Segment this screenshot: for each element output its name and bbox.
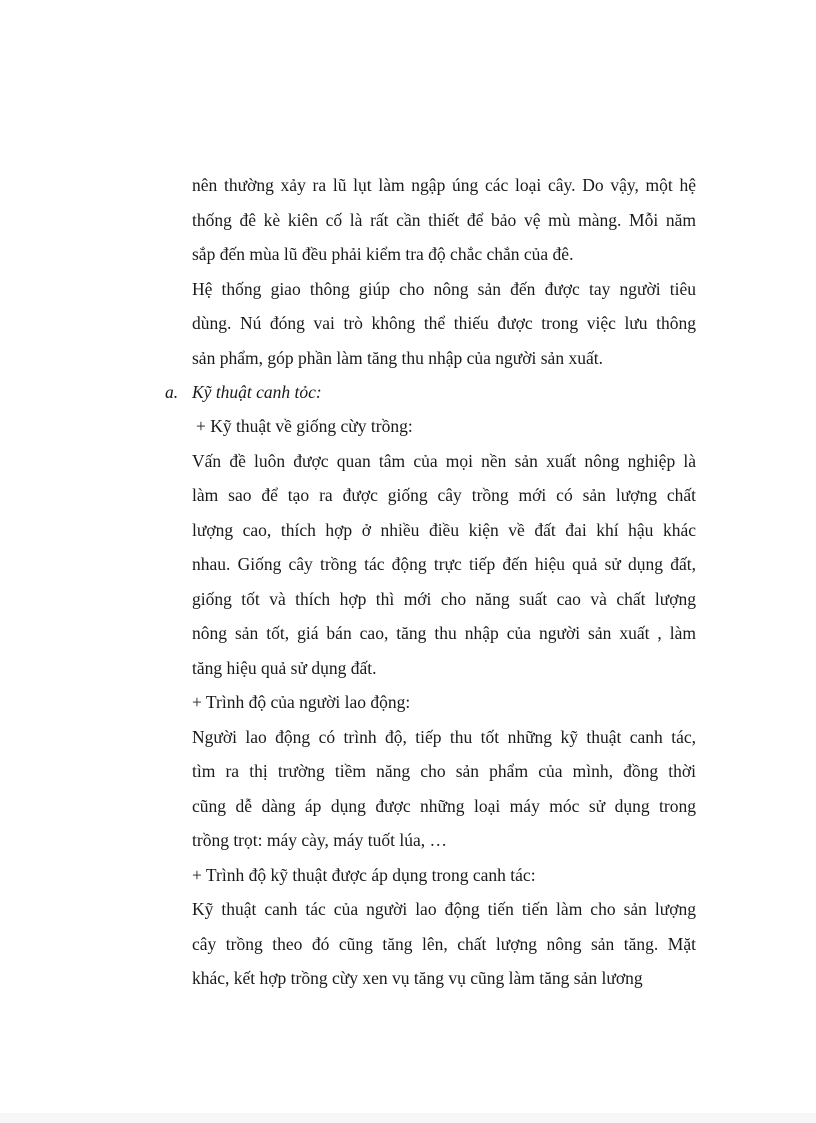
subheading-line: + Trình độ của người lao động:: [192, 692, 411, 712]
list-item-text: Kỹ thuật canh tỏc:: [192, 382, 322, 402]
subheading-line: + Trình độ kỹ thuật được áp dụng trong canh tác:: [192, 865, 536, 885]
paragraph-line: sắp đến mùa lũ đều phải kiểm tra độ chắc chắn của đê.: [192, 244, 574, 264]
paragraph-line: tìm ra thị trường tiềm năng cho sản phẩm của mình, đồng thời: [192, 761, 696, 781]
paragraph-line: Vấn đề luôn được quan tâm của mọi nền sản xuất nông nghiệp là: [192, 451, 696, 471]
page-bottom-edge: [0, 1113, 816, 1123]
paragraph-line: dùng. Nú đóng vai trò không thể thiếu được trong việc lưu thông: [192, 313, 696, 333]
paragraph-line: nông sản tốt, giá bán cao, tăng thu nhập của người sản xuất , làm: [192, 623, 696, 643]
list-marker: a.: [165, 382, 179, 402]
paragraph-line: cây trồng theo đó cũng tăng lên, chất lượng nông sản tăng. Mặt: [192, 934, 696, 954]
paragraph-line: khác, kết hợp trồng cừy xen vụ tăng vụ cũng làm tăng sản lương: [192, 968, 643, 988]
paragraph-line: Hệ thống giao thông giúp cho nông sản đến được tay người tiêu: [192, 279, 696, 299]
paragraph-line: thống đê kè kiên cố là rất cần thiết để bảo vệ mù màng. Mỗi năm: [192, 210, 696, 230]
subheading-line: + Kỹ thuật về giống cừy trồng:: [196, 416, 413, 436]
paragraph-line: Kỹ thuật canh tác của người lao động tiến tiến làm cho sản lượng: [192, 899, 696, 919]
paragraph-line: cũng dễ dàng áp dụng được những loại máy móc sử dụng trong: [192, 796, 696, 816]
paragraph-line: lượng cao, thích hợp ở nhiều điều kiện về đất đai khí hậu khác: [192, 520, 696, 540]
paragraph-line: nên thường xảy ra lũ lụt làm ngập úng các loại cây. Do vậy, một hệ: [192, 175, 696, 195]
paragraph-line: trồng trọt: máy cày, máy tuốt lúa, …: [192, 830, 447, 850]
paragraph-line: sản phẩm, góp phần làm tăng thu nhập của người sản xuất.: [192, 348, 603, 368]
paragraph-line: tăng hiệu quả sử dụng đất.: [192, 658, 377, 678]
paragraph-line: giống tốt và thích hợp thì mới cho năng suất cao và chất lượng: [192, 589, 696, 609]
paragraph-line: Người lao động có trình độ, tiếp thu tốt những kỹ thuật canh tác,: [192, 727, 696, 747]
list-item-heading: [165, 380, 322, 404]
paragraph-line: nhau. Giống cây trồng tác động trực tiếp đến hiệu quả sử dụng đất,: [192, 554, 696, 574]
paragraph-line: làm sao để tạo ra được giống cây trồng mới có sản lượng chất: [192, 485, 696, 505]
